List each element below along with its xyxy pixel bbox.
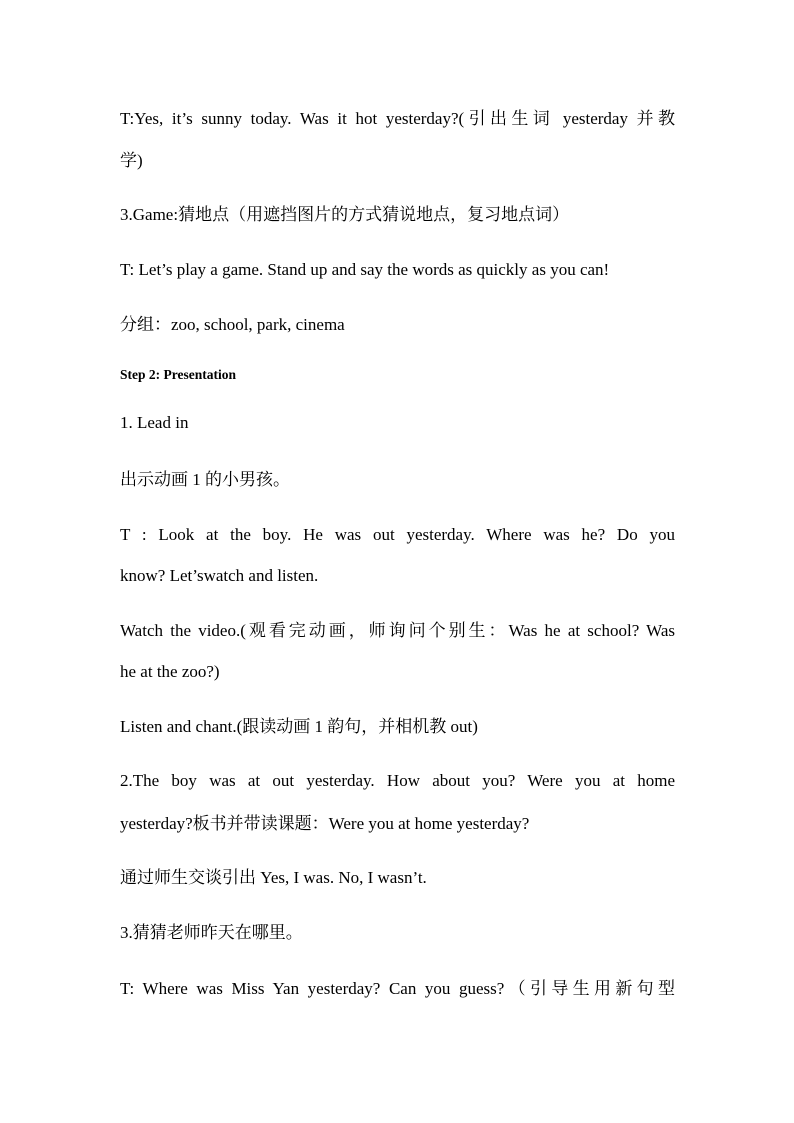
text-line-14: 2.The boy was at out yesterday. How about you? Were you at home [120,771,675,790]
text-line-12: he at the zoo?) [120,662,220,681]
text-line-17: 3.猜猜老师昨天在哪里。 [120,923,303,942]
text-line-5: 分组：zoo, school, park, cinema [120,315,345,334]
text-line-15: yesterday?板书并带读课题：Were you at home yesterday? [120,814,530,833]
text-line-8: 出示动画 1 的小男孩。 [120,470,290,489]
text-line-7: 1. Lead in [120,413,189,432]
text-line-16: 通过师生交谈引出 Yes, I was. No, I wasn’t. [120,868,427,887]
section-heading: Step 2: Presentation [120,367,236,382]
text-line-11: Watch the video.(观看完动画，师询问个别生：Was he at school? Was [120,621,675,640]
text-line-9: T : Look at the boy. He was out yesterday. Where was he? Do you [120,525,675,544]
text-line-1: T:Yes, it’s sunny today. Was it hot yesterday?(引出生词 yesterday 并教 [120,109,675,128]
text-line-13: Listen and chant.(跟读动画 1 韵句，并相机教 out) [120,717,478,736]
text-line-10: know? Let’swatch and listen. [120,566,319,585]
text-line-18: T: Where was Miss Yan yesterday? Can you guess?（引导生用新句型 [120,979,675,998]
text-line-3: 3.Game:猜地点（用遮挡图片的方式猜说地点，复习地点词） [120,205,570,224]
text-line-4: T: Let’s play a game. Stand up and say the words as quickly as you can! [120,260,610,279]
text-line-2: 学) [120,151,143,170]
